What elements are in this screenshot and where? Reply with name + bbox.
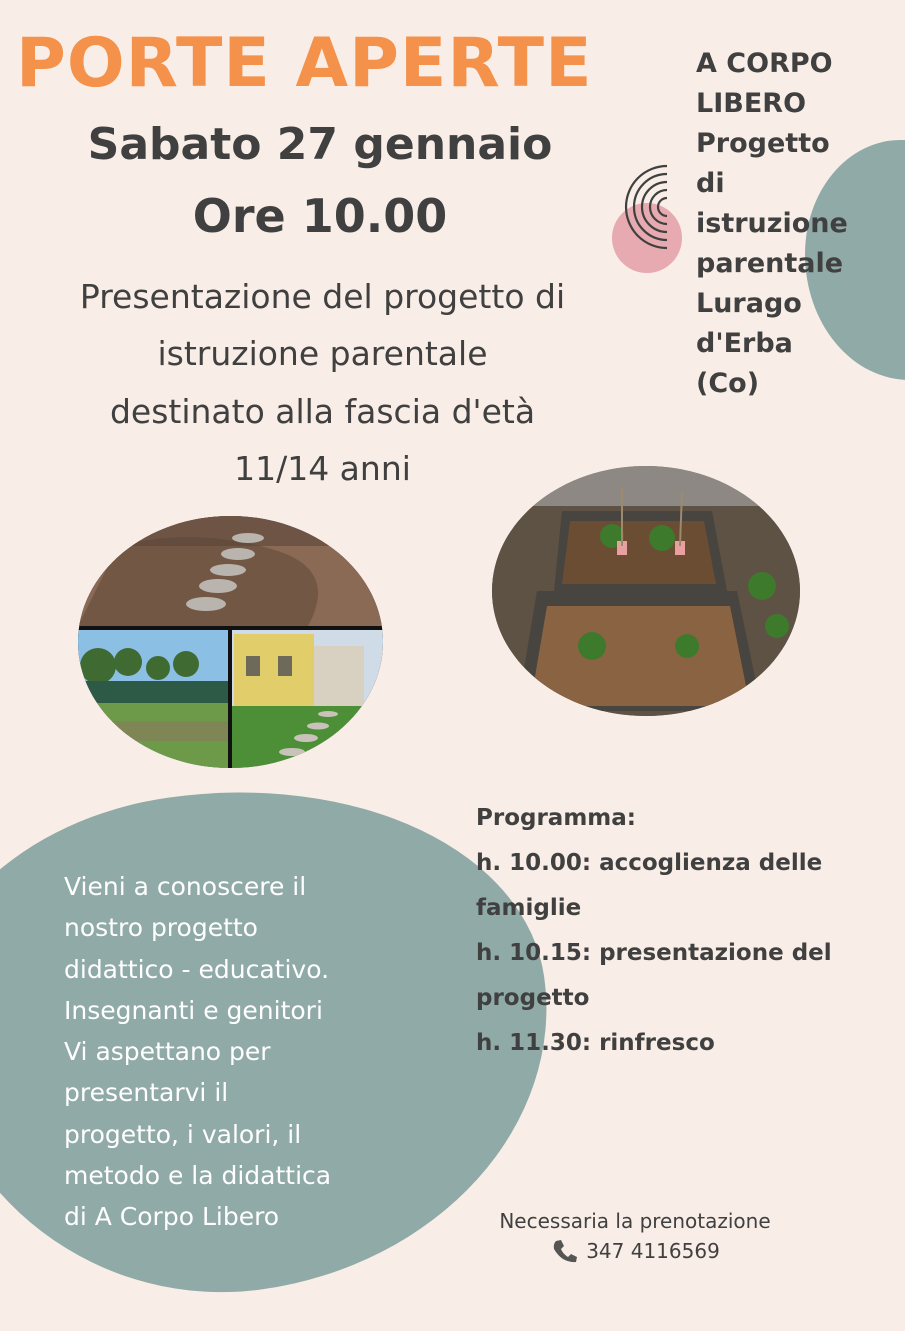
org-line: parentale xyxy=(696,247,844,279)
phone-number[interactable]: 347 4116569 xyxy=(586,1239,720,1263)
program-line: h. 11.30: rinfresco xyxy=(476,1030,715,1056)
event-time: Ore 10.00 xyxy=(192,189,448,243)
invitation-text xyxy=(64,866,444,1238)
program-schedule xyxy=(476,796,896,1066)
invitation-line: progetto, i valori, il xyxy=(64,1119,302,1149)
phone-line xyxy=(440,1236,830,1266)
invitation-line: Vieni a conoscere il xyxy=(64,872,307,901)
invitation-line: nostro progetto xyxy=(64,913,258,943)
org-line: d'Erba xyxy=(696,327,793,359)
program-line: h. 10.00: accoglienza delle xyxy=(476,850,823,876)
org-line: istruzione xyxy=(696,207,848,239)
organization-name xyxy=(696,44,896,404)
program-line: famiglie xyxy=(476,895,582,921)
org-line: di xyxy=(696,167,725,199)
intro-text xyxy=(10,268,635,498)
phone-icon xyxy=(550,1238,580,1264)
intro-line: 11/14 anni xyxy=(234,449,411,489)
booking-info xyxy=(440,1206,830,1266)
program-heading: Programma: xyxy=(476,805,636,831)
intro-line: Presentazione del progetto di xyxy=(79,277,566,316)
org-line: LIBERO xyxy=(696,87,807,119)
vegetable-garden-photo xyxy=(492,466,800,716)
school-garden-illustration xyxy=(78,516,383,768)
intro-line: destinato alla fascia d'età xyxy=(109,391,536,431)
page-title: PORTE APERTE xyxy=(16,24,593,103)
rainbow-arcs-icon xyxy=(615,160,675,255)
invitation-line: presentarvi il xyxy=(64,1078,229,1108)
invitation-line: di A Corpo Libero xyxy=(64,1202,280,1232)
org-line: Progetto xyxy=(696,127,830,159)
org-line: A CORPO xyxy=(696,48,833,79)
org-line: (Co) xyxy=(696,367,760,399)
booking-text: Necessaria la prenotazione xyxy=(499,1209,771,1233)
invitation-line: Vi aspettano per xyxy=(64,1037,271,1067)
vegetable-garden-illustration xyxy=(492,466,800,716)
invitation-line: didattico - educativo. xyxy=(64,954,330,984)
intro-line: istruzione parentale xyxy=(157,334,488,374)
event-date: Sabato 27 gennaio xyxy=(87,119,553,170)
org-line: Lurago xyxy=(696,287,802,319)
program-line: h. 10.15: presentazione del xyxy=(476,940,832,966)
invitation-line: Insegnanti e genitori xyxy=(64,995,323,1025)
school-garden-photo xyxy=(78,516,383,768)
program-line: progetto xyxy=(476,985,590,1011)
invitation-line: metodo e la didattica xyxy=(64,1161,332,1191)
